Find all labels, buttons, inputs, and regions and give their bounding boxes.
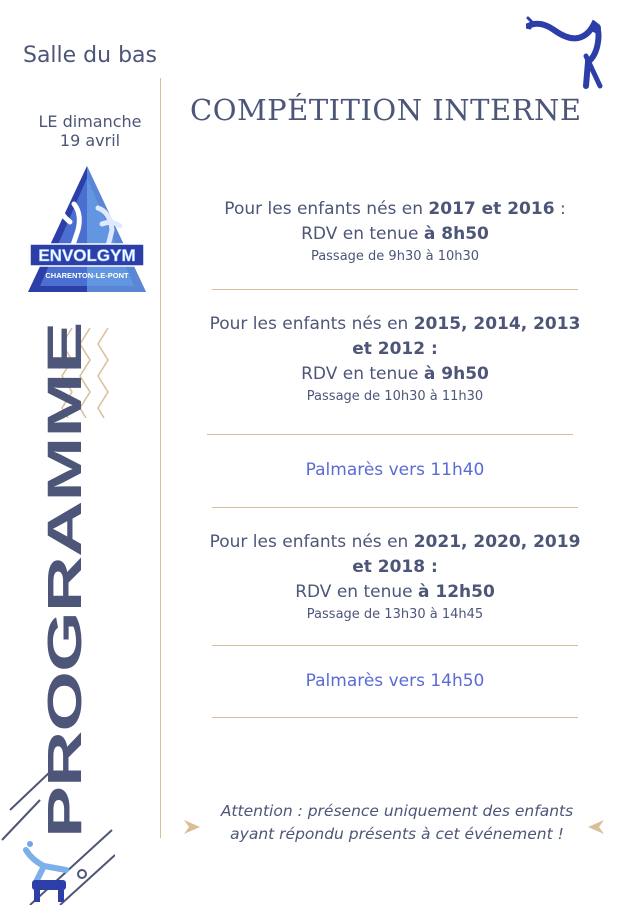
years-cont: et 2018 :: [352, 557, 438, 577]
group-2-rdv: [200, 362, 590, 387]
separator: [212, 717, 578, 718]
rdv-time: à 9h50: [423, 364, 489, 384]
group-3-passage: Passage de 13h30 à 14h45: [306, 607, 484, 622]
intro-text: Pour les enfants nés en: [209, 314, 414, 334]
vertical-divider: [160, 78, 161, 838]
years-cont: et 2012 :: [352, 339, 438, 359]
separator: [212, 507, 578, 508]
separator: [207, 434, 573, 435]
group-3: [200, 530, 590, 625]
palmares-2: Palmarès vers 14h50: [305, 671, 485, 691]
venue-label: Salle du bas: [22, 43, 157, 68]
rdv-label: RDV en tenue: [301, 364, 424, 384]
logo-text: ENVOLGYM: [38, 246, 136, 265]
arrow-right-icon: [182, 818, 202, 836]
rdv-label: RDV en tenue: [301, 224, 424, 244]
gymnast-backbend-illustration: [526, 16, 606, 90]
logo-subtitle: CHARENTON-LE-PONT: [45, 271, 129, 280]
page-title: COMPÉTITION INTERNE: [190, 93, 582, 127]
group-1-intro: [200, 197, 590, 222]
rdv-time: à 12h50: [418, 582, 495, 602]
rdv-label: RDV en tenue: [295, 582, 418, 602]
separator: [212, 645, 578, 646]
group-3-years-cont: [200, 555, 590, 580]
group-3-rdv: [200, 580, 590, 605]
group-3-intro: [200, 530, 590, 555]
programme-vertical-title: PROGRAMME: [36, 322, 92, 838]
envolgym-logo: [26, 164, 148, 296]
date-line-2: 19 avril: [59, 131, 121, 150]
group-2-passage: Passage de 10h30 à 11h30: [306, 389, 484, 404]
suffix: :: [554, 199, 566, 219]
years: 2015, 2014, 2013: [413, 314, 581, 334]
years: 2021, 2020, 2019: [413, 532, 581, 552]
years: 2017 et 2016: [428, 199, 555, 219]
group-1-rdv: [200, 222, 590, 247]
attention-note: Attention : présence uniquement des enfants ayant répondu présents à cet événement !: [220, 802, 574, 843]
group-2-years-cont: [200, 337, 590, 362]
gymnast-pommel-horse-illustration: [0, 770, 115, 905]
intro-text: Pour les enfants nés en: [224, 199, 429, 219]
rdv-time: à 8h50: [423, 224, 489, 244]
intro-text: Pour les enfants nés en: [209, 532, 414, 552]
group-1: [200, 197, 590, 267]
arrow-left-icon: [586, 818, 606, 836]
group-2: [200, 312, 590, 407]
group-2-intro: [200, 312, 590, 337]
separator: [212, 289, 578, 290]
date-line-1: LE dimanche: [38, 112, 142, 131]
event-date: [20, 112, 160, 150]
group-1-passage: Passage de 9h30 à 10h30: [310, 249, 480, 264]
palmares-1: Palmarès vers 11h40: [305, 460, 485, 480]
